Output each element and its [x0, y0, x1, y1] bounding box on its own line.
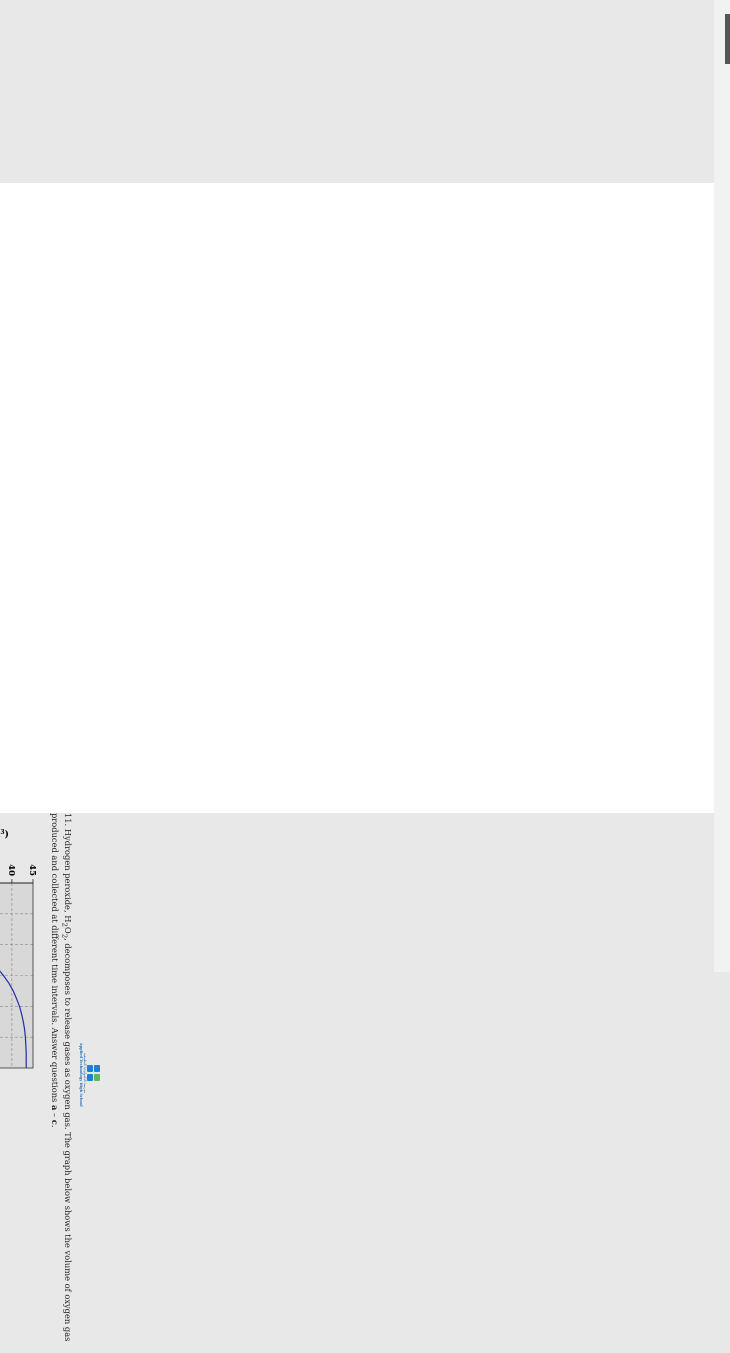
logo-arabic-text: مدرسة التكنولوجيا التطبيقية [83, 1052, 87, 1094]
oxygen-volume-chart [0, 823, 45, 1083]
school-logo [78, 1043, 100, 1107]
chart-svg [0, 823, 45, 1083]
logo-english-text: Applied Technology High School [79, 1043, 83, 1107]
y-axis-label: $^3$) [0, 828, 9, 840]
logo-square-icon [94, 1065, 100, 1072]
scrollbar-thumb[interactable] [725, 14, 730, 64]
rotated-page-content [0, 813, 100, 1353]
logo-square-icon [87, 1065, 93, 1072]
y-tick-label: 45 [27, 864, 37, 876]
document-page [0, 183, 714, 1342]
logo-mark-icon [94, 1043, 100, 1103]
logo-square-icon [87, 1074, 93, 1081]
y-tick-label: 40 [5, 864, 16, 876]
question-11-text: 11. Hydrogen peroxide, $H_2O_2$, decomposes to release gases as oxygen gas. The graph below shows the volume of oxygen gas produced and collected at different time intervals. Answer questions a – c. [49, 813, 73, 1342]
scrollbar-track[interactable] [714, 0, 730, 972]
logo-square-icon [94, 1074, 100, 1081]
